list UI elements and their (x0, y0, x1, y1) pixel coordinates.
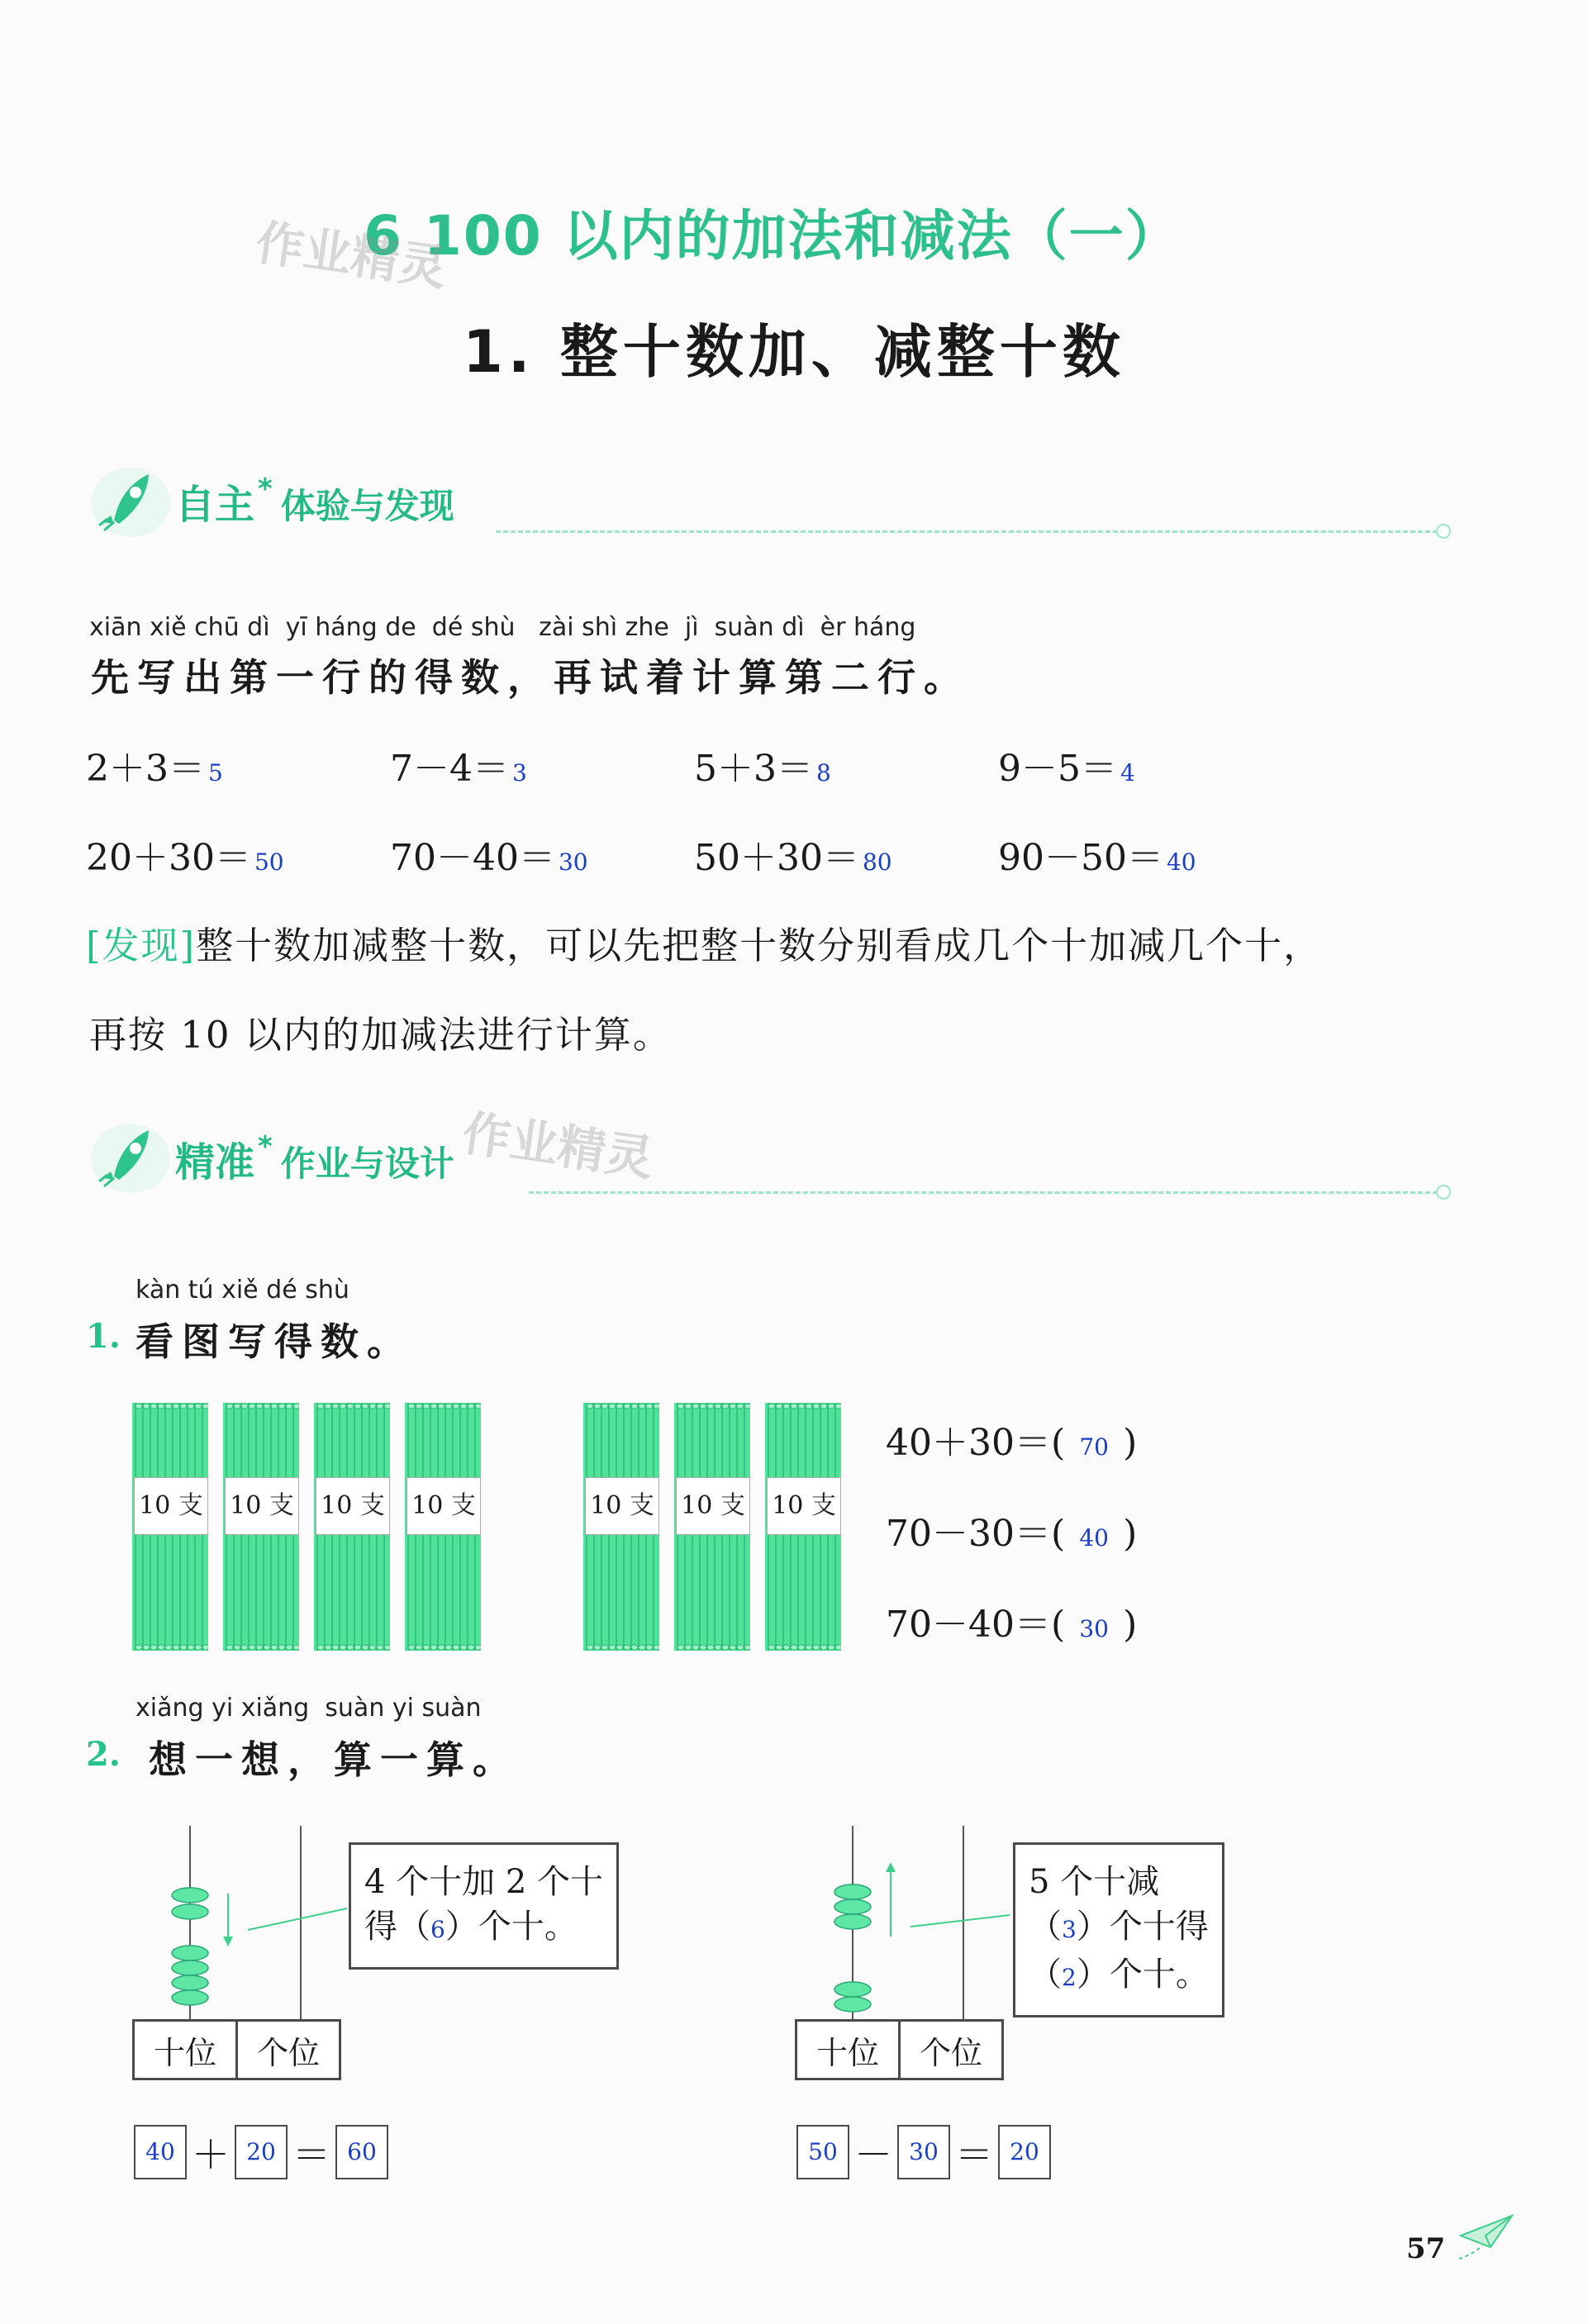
page-number: 57 (1406, 2232, 1446, 2265)
answer-box: 30 (897, 2125, 950, 2179)
question-number: 2. (86, 1735, 121, 1774)
explanation-box (1013, 1842, 1224, 2017)
section-divider (496, 530, 1438, 533)
place-value-table (795, 2019, 1004, 2080)
box-equation (134, 2125, 388, 2179)
pinyin-line: xiǎng yi xiǎng suàn yi suàn (136, 1694, 482, 1723)
divider-dot (1436, 1185, 1451, 1200)
bundle-label: 10 支 (225, 1477, 299, 1535)
question-number: 1. (86, 1317, 121, 1356)
stick-bundle (314, 1403, 390, 1651)
equation-item: 70－30＝( 40 ) (886, 1513, 1138, 1555)
equation-item: 9－5＝ 4 (998, 748, 1135, 790)
tens-label: 十位 (796, 2021, 900, 2079)
box-line: （3）个十得 (1029, 1908, 1209, 1946)
ones-label: 个位 (900, 2021, 1003, 2079)
answer-text: 40 (1166, 848, 1196, 876)
bundle-label: 10 支 (585, 1477, 659, 1535)
answer-text: 80 (862, 848, 892, 876)
bundle-label: 10 支 (134, 1477, 208, 1535)
box-line: 得（6）个十。 (364, 1908, 578, 1946)
star-mark: * (258, 473, 273, 506)
answer-text: 5 (208, 759, 223, 787)
section-divider (529, 1191, 1438, 1194)
explanation-box (349, 1842, 619, 1970)
answer-text: 30 (1079, 1615, 1109, 1642)
stick-bundle (223, 1403, 299, 1651)
answer-text: 3 (1062, 1916, 1077, 1943)
finding-line-1: 整十数加减整十数，可以先把整十数分别看成几个十加减几个十， (196, 924, 1323, 967)
section-title-sub: 作业与设计 (280, 1143, 454, 1184)
equation-item: 70－40＝ 30 (390, 837, 588, 879)
watermark: 作业精灵 (459, 1105, 657, 1187)
answer-box: 50 (796, 2125, 849, 2179)
bundle-label: 10 支 (676, 1477, 750, 1535)
section-title-main: 精准 (175, 1139, 255, 1186)
answer-box: 40 (134, 2125, 187, 2179)
answer-box: 20 (235, 2125, 288, 2179)
equation-item: 7－4＝ 3 (390, 748, 527, 790)
rocket-icon (89, 1119, 172, 1198)
lesson-title: 1. 整十数加、减整十数 (463, 318, 1125, 386)
rocket-icon (89, 463, 172, 542)
bundle-group-right (583, 1403, 856, 1652)
answer-text: 70 (1079, 1433, 1109, 1461)
bundle-group-left (132, 1403, 496, 1652)
chapter-title: 6 100 以内的加法和减法（一） (364, 204, 1181, 268)
equation-item: 90－50＝ 40 (998, 837, 1196, 879)
stick-bundle (405, 1403, 481, 1651)
stick-bundle (765, 1403, 841, 1651)
answer-text: 50 (254, 848, 284, 876)
instruction-text: 看图写得数。 (136, 1319, 413, 1364)
answer-text: 4 (1120, 759, 1135, 787)
bundle-label: 10 支 (316, 1477, 390, 1535)
pinyin-line: kàn tú xiě dé shù (136, 1276, 349, 1305)
equation-item: 5＋3＝ 8 (694, 748, 831, 790)
answer-text: 2 (1062, 1964, 1077, 1991)
answer-text: 6 (430, 1916, 445, 1943)
section-title-main: 自主 (175, 482, 255, 528)
answer-box: 60 (335, 2125, 388, 2179)
ones-label: 个位 (237, 2021, 340, 2079)
equation-item: 2＋3＝ 5 (86, 748, 223, 790)
operator: － (854, 2132, 892, 2177)
equation-item: 40＋30＝( 70 ) (886, 1422, 1138, 1464)
stick-bundle (132, 1403, 208, 1651)
bundle-label: 10 支 (767, 1477, 841, 1535)
box-line: 4 个十加 2 个十 (364, 1863, 604, 1901)
box-line: （2）个十。 (1029, 1956, 1209, 1994)
section-heading-self-study (175, 473, 454, 530)
finding-line-2: 再按 10 以内的加减法进行计算。 (89, 1013, 672, 1057)
place-value-table (132, 2019, 341, 2080)
answer-text: 30 (558, 848, 588, 876)
operator: ＝ (292, 2132, 330, 2177)
watermark: 作业精灵 (252, 214, 450, 297)
equation-item: 20＋30＝ 50 (86, 837, 284, 879)
star-mark: * (258, 1130, 273, 1163)
operator: ＋ (192, 2132, 230, 2177)
bundle-label: 10 支 (407, 1477, 481, 1535)
box-equation (796, 2125, 1051, 2179)
box-line: 5 个十减 (1029, 1863, 1160, 1901)
section-heading-practice (175, 1130, 454, 1187)
instruction-text: 先写出第一行的得数，再试着计算第二行。 (91, 655, 970, 700)
pinyin-line: xiān xiě chū dì yī háng de dé shù zài shì zhe jì suàn dì èr háng (89, 613, 916, 642)
equation-item: 50＋30＝ 80 (694, 837, 892, 879)
answer-text: 3 (512, 759, 527, 787)
equation-item: 70－40＝( 30 ) (886, 1604, 1138, 1646)
section-title-sub: 体验与发现 (280, 486, 454, 526)
finding-paragraph (86, 915, 1322, 969)
answer-text: 40 (1079, 1524, 1109, 1552)
answer-box: 20 (998, 2125, 1051, 2179)
instruction-text: 想一想，算一算。 (149, 1737, 519, 1782)
stick-bundle (583, 1403, 659, 1651)
finding-tag: [发现] (86, 924, 197, 967)
paper-plane-icon (1457, 2211, 1515, 2260)
divider-dot (1436, 524, 1451, 539)
stick-bundle (674, 1403, 750, 1651)
operator: ＝ (955, 2132, 993, 2177)
tens-label: 十位 (134, 2021, 237, 2079)
answer-text: 8 (816, 759, 831, 787)
